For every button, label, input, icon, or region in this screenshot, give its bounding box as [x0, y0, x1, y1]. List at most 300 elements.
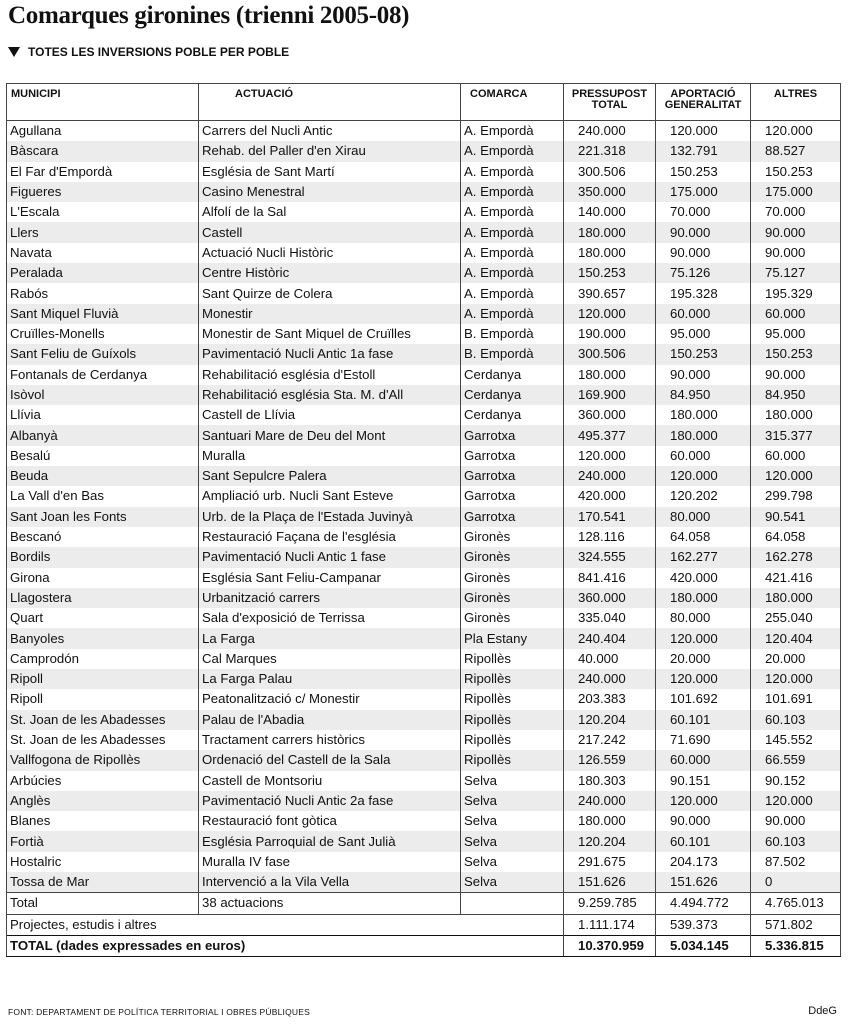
cell-actuacio: Castell de Montsoriu	[199, 771, 461, 791]
cell-altres: 255.040	[751, 608, 841, 628]
header-pressupost-line1: PRESSUPOST	[571, 88, 648, 100]
cell-comarca: Garrotxa	[461, 425, 564, 445]
cell-comarca: A. Empordà	[461, 263, 564, 283]
cell-altres: 66.559	[751, 750, 841, 770]
cell-pressupost: 240.000	[564, 669, 656, 689]
table-row	[7, 588, 841, 608]
cell-actuacio: Peatonalització c/ Monestir	[199, 689, 461, 709]
cell-comarca: A. Empordà	[461, 243, 564, 263]
cell-comarca: Selva	[461, 771, 564, 791]
projectes-pressupost: 1.111.174	[564, 914, 656, 935]
cell-municipi: Blanes	[7, 811, 199, 831]
cell-pressupost: 170.541	[564, 507, 656, 527]
cell-municipi: St. Joan de les Abadesses	[7, 710, 199, 730]
cell-municipi: Sant Miquel Fluvià	[7, 304, 199, 324]
cell-actuacio: Restauració Façana de l'església	[199, 527, 461, 547]
cell-comarca: Cerdanya	[461, 385, 564, 405]
cell-altres: 64.058	[751, 527, 841, 547]
cell-pressupost: 120.204	[564, 710, 656, 730]
cell-pressupost: 180.000	[564, 811, 656, 831]
header-aportacio-line1: APORTACIÓ	[670, 88, 736, 100]
cell-municipi: El Far d'Empordà	[7, 162, 199, 182]
table-row	[7, 365, 841, 385]
cell-comarca: A. Empordà	[461, 222, 564, 242]
table-row	[7, 608, 841, 628]
cell-aportacio: 90.151	[656, 771, 751, 791]
cell-altres: 90.000	[751, 243, 841, 263]
cell-pressupost: 495.377	[564, 425, 656, 445]
cell-aportacio: 195.328	[656, 283, 751, 303]
cell-comarca: Garrotxa	[461, 466, 564, 486]
subtitle	[8, 45, 289, 59]
cell-aportacio: 150.253	[656, 162, 751, 182]
projectes-altres: 571.802	[751, 914, 841, 935]
triangle-down-icon	[8, 47, 20, 57]
cell-municipi: Bordils	[7, 547, 199, 567]
cell-actuacio: Intervenció a la Vila Vella	[199, 872, 461, 893]
cell-pressupost: 291.675	[564, 852, 656, 872]
cell-altres: 299.798	[751, 486, 841, 506]
table-row	[7, 527, 841, 547]
grand-total-label: TOTAL (dades expressades en euros)	[7, 935, 564, 956]
cell-aportacio: 101.692	[656, 689, 751, 709]
cell-pressupost: 180.000	[564, 243, 656, 263]
cell-altres: 90.000	[751, 365, 841, 385]
cell-pressupost: 120.000	[564, 304, 656, 324]
total-pressupost: 9.259.785	[564, 893, 656, 914]
cell-aportacio: 204.173	[656, 852, 751, 872]
cell-actuacio: Pavimentació Nucli Antic 1a fase	[199, 344, 461, 364]
table-row	[7, 750, 841, 770]
header-municipi: MUNICIPI	[7, 84, 199, 121]
subtitle-text: TOTES LES INVERSIONS POBLE PER POBLE	[28, 45, 290, 59]
cell-altres: 70.000	[751, 202, 841, 222]
cell-pressupost: 180.000	[564, 222, 656, 242]
table-row	[7, 405, 841, 425]
cell-aportacio: 120.000	[656, 628, 751, 648]
cell-pressupost: 120.000	[564, 446, 656, 466]
cell-pressupost: 203.383	[564, 689, 656, 709]
cell-pressupost: 841.416	[564, 568, 656, 588]
cell-actuacio: Casino Menestral	[199, 182, 461, 202]
cell-comarca: Garrotxa	[461, 507, 564, 527]
cell-comarca: Ripollès	[461, 730, 564, 750]
cell-actuacio: Castell de Llívia	[199, 405, 461, 425]
cell-altres: 145.552	[751, 730, 841, 750]
cell-municipi: Arbúcies	[7, 771, 199, 791]
projectes-row	[7, 914, 841, 935]
cell-municipi: Llers	[7, 222, 199, 242]
cell-altres: 180.000	[751, 405, 841, 425]
cell-comarca: A. Empordà	[461, 202, 564, 222]
cell-pressupost: 350.000	[564, 182, 656, 202]
cell-aportacio: 20.000	[656, 649, 751, 669]
cell-pressupost: 128.116	[564, 527, 656, 547]
header-aportacio-line2: GENERALITAT	[664, 99, 742, 111]
table-row	[7, 649, 841, 669]
cell-municipi: L'Escala	[7, 202, 199, 222]
cell-altres: 175.000	[751, 182, 841, 202]
cell-aportacio: 75.126	[656, 263, 751, 283]
cell-pressupost: 190.000	[564, 324, 656, 344]
cell-altres: 90.541	[751, 507, 841, 527]
cell-municipi: Albanyà	[7, 425, 199, 445]
cell-pressupost: 390.657	[564, 283, 656, 303]
cell-pressupost: 151.626	[564, 872, 656, 893]
cell-actuacio: Palau de l'Abadia	[199, 710, 461, 730]
cell-actuacio: Ordenació del Castell de la Sala	[199, 750, 461, 770]
cell-municipi: St. Joan de les Abadesses	[7, 730, 199, 750]
cell-altres: 120.000	[751, 121, 841, 142]
table-row	[7, 243, 841, 263]
header-aportacio	[656, 84, 751, 121]
cell-actuacio: Urbanització carrers	[199, 588, 461, 608]
cell-comarca: Gironès	[461, 588, 564, 608]
cell-actuacio: Pavimentació Nucli Antic 2a fase	[199, 791, 461, 811]
cell-comarca: Ripollès	[461, 689, 564, 709]
table-row	[7, 466, 841, 486]
cell-pressupost: 240.000	[564, 466, 656, 486]
table-row	[7, 202, 841, 222]
cell-municipi: Beuda	[7, 466, 199, 486]
cell-aportacio: 180.000	[656, 588, 751, 608]
table-row	[7, 689, 841, 709]
cell-actuacio: Església Parroquial de Sant Julià	[199, 831, 461, 851]
table-row	[7, 547, 841, 567]
cell-pressupost: 240.404	[564, 628, 656, 648]
cell-aportacio: 90.000	[656, 222, 751, 242]
total-actuacio: 38 actuacions	[199, 893, 461, 914]
cell-actuacio: Actuació Nucli Històric	[199, 243, 461, 263]
grand-total-row	[7, 935, 841, 956]
cell-altres: 90.152	[751, 771, 841, 791]
table-row	[7, 568, 841, 588]
header-comarca: COMARCA	[461, 84, 564, 121]
table-row	[7, 507, 841, 527]
cell-comarca: Selva	[461, 872, 564, 893]
table-row	[7, 669, 841, 689]
cell-municipi: Ripoll	[7, 689, 199, 709]
cell-comarca: B. Empordà	[461, 344, 564, 364]
table-row	[7, 628, 841, 648]
cell-aportacio: 64.058	[656, 527, 751, 547]
cell-pressupost: 126.559	[564, 750, 656, 770]
cell-comarca: Ripollès	[461, 710, 564, 730]
cell-municipi: Anglès	[7, 791, 199, 811]
cell-comarca: Gironès	[461, 608, 564, 628]
cell-comarca: Garrotxa	[461, 486, 564, 506]
table-row	[7, 385, 841, 405]
cell-municipi: Llagostera	[7, 588, 199, 608]
cell-actuacio: Sant Quirze de Colera	[199, 283, 461, 303]
cell-aportacio: 150.253	[656, 344, 751, 364]
cell-aportacio: 70.000	[656, 202, 751, 222]
header-altres: ALTRES	[751, 84, 841, 121]
cell-altres: 75.127	[751, 263, 841, 283]
cell-pressupost: 240.000	[564, 791, 656, 811]
cell-actuacio: Carrers del Nucli Antic	[199, 121, 461, 142]
cell-actuacio: Sala d'exposició de Terrissa	[199, 608, 461, 628]
cell-altres: 421.416	[751, 568, 841, 588]
cell-pressupost: 300.506	[564, 162, 656, 182]
cell-actuacio: Santuari Mare de Deu del Mont	[199, 425, 461, 445]
cell-aportacio: 95.000	[656, 324, 751, 344]
cell-pressupost: 150.253	[564, 263, 656, 283]
cell-comarca: A. Empordà	[461, 283, 564, 303]
cell-comarca: A. Empordà	[461, 182, 564, 202]
cell-aportacio: 120.000	[656, 791, 751, 811]
cell-municipi: Ripoll	[7, 669, 199, 689]
projectes-aportacio: 539.373	[656, 914, 751, 935]
cell-actuacio: Cal Marques	[199, 649, 461, 669]
cell-aportacio: 60.101	[656, 710, 751, 730]
cell-municipi: Banyoles	[7, 628, 199, 648]
cell-altres: 84.950	[751, 385, 841, 405]
cell-aportacio: 120.202	[656, 486, 751, 506]
cell-aportacio: 60.101	[656, 831, 751, 851]
cell-aportacio: 80.000	[656, 608, 751, 628]
header-pressupost-line2: TOTAL	[591, 99, 628, 111]
cell-altres: 120.000	[751, 466, 841, 486]
cell-actuacio: Muralla	[199, 446, 461, 466]
cell-actuacio: Urb. de la Plaça de l'Estada Juvinyà	[199, 507, 461, 527]
table-row	[7, 141, 841, 161]
cell-aportacio: 60.000	[656, 304, 751, 324]
cell-pressupost: 335.040	[564, 608, 656, 628]
cell-actuacio: Ampliació urb. Nucli Sant Esteve	[199, 486, 461, 506]
cell-aportacio: 175.000	[656, 182, 751, 202]
cell-municipi: Peralada	[7, 263, 199, 283]
cell-actuacio: Muralla IV fase	[199, 852, 461, 872]
cell-comarca: Ripollès	[461, 669, 564, 689]
cell-altres: 315.377	[751, 425, 841, 445]
table-row	[7, 324, 841, 344]
cell-comarca: Cerdanya	[461, 405, 564, 425]
cell-pressupost: 240.000	[564, 121, 656, 142]
total-label: Total	[7, 893, 199, 914]
table-row	[7, 852, 841, 872]
cell-actuacio: Rehab. del Paller d'en Xirau	[199, 141, 461, 161]
cell-pressupost: 221.318	[564, 141, 656, 161]
cell-municipi: Sant Feliu de Guíxols	[7, 344, 199, 364]
cell-municipi: Fortià	[7, 831, 199, 851]
cell-actuacio: La Farga Palau	[199, 669, 461, 689]
total-row	[7, 893, 841, 914]
cell-comarca: B. Empordà	[461, 324, 564, 344]
cell-actuacio: Tractament carrers històrics	[199, 730, 461, 750]
cell-aportacio: 90.000	[656, 365, 751, 385]
page-title: Comarques gironines (trienni 2005-08)	[8, 2, 410, 29]
table-row	[7, 831, 841, 851]
cell-comarca: Ripollès	[461, 750, 564, 770]
table-row	[7, 182, 841, 202]
table-row	[7, 771, 841, 791]
table-row	[7, 121, 841, 142]
cell-comarca: Garrotxa	[461, 446, 564, 466]
cell-actuacio: Sant Sepulcre Palera	[199, 466, 461, 486]
cell-pressupost: 324.555	[564, 547, 656, 567]
cell-aportacio: 60.000	[656, 446, 751, 466]
cell-pressupost: 360.000	[564, 588, 656, 608]
cell-comarca: Selva	[461, 852, 564, 872]
cell-actuacio: Església de Sant Martí	[199, 162, 461, 182]
cell-altres: 150.253	[751, 344, 841, 364]
cell-comarca: Selva	[461, 811, 564, 831]
cell-aportacio: 180.000	[656, 425, 751, 445]
cell-altres: 90.000	[751, 222, 841, 242]
total-altres: 4.765.013	[751, 893, 841, 914]
cell-municipi: Vallfogona de Ripollès	[7, 750, 199, 770]
cell-pressupost: 217.242	[564, 730, 656, 750]
cell-aportacio: 120.000	[656, 669, 751, 689]
cell-municipi: Bescanó	[7, 527, 199, 547]
cell-pressupost: 420.000	[564, 486, 656, 506]
cell-altres: 0	[751, 872, 841, 893]
cell-altres: 162.278	[751, 547, 841, 567]
table-row	[7, 811, 841, 831]
cell-aportacio: 60.000	[656, 750, 751, 770]
cell-actuacio: Centre Històric	[199, 263, 461, 283]
table-row	[7, 425, 841, 445]
cell-comarca: A. Empordà	[461, 304, 564, 324]
cell-actuacio: Pavimentació Nucli Antic 1 fase	[199, 547, 461, 567]
table-body	[7, 121, 841, 893]
cell-pressupost: 180.303	[564, 771, 656, 791]
cell-pressupost: 169.900	[564, 385, 656, 405]
grand-total-aportacio: 5.034.145	[656, 935, 751, 956]
cell-actuacio: Monestir de Sant Miquel de Cruïlles	[199, 324, 461, 344]
cell-municipi: Girona	[7, 568, 199, 588]
cell-comarca: A. Empordà	[461, 121, 564, 142]
cell-aportacio: 71.690	[656, 730, 751, 750]
cell-actuacio: Rehabilitació església Sta. M. d'All	[199, 385, 461, 405]
projectes-label: Projectes, estudis i altres	[7, 914, 564, 935]
grand-total-altres: 5.336.815	[751, 935, 841, 956]
cell-municipi: Fontanals de Cerdanya	[7, 365, 199, 385]
cell-actuacio: Rehabilitació església d'Estoll	[199, 365, 461, 385]
credit: DdeG	[808, 1005, 837, 1017]
cell-aportacio: 162.277	[656, 547, 751, 567]
cell-municipi: Quart	[7, 608, 199, 628]
cell-altres: 120.000	[751, 669, 841, 689]
cell-comarca: A. Empordà	[461, 141, 564, 161]
cell-pressupost: 360.000	[564, 405, 656, 425]
cell-pressupost: 40.000	[564, 649, 656, 669]
cell-pressupost: 180.000	[564, 365, 656, 385]
cell-pressupost: 140.000	[564, 202, 656, 222]
table-row	[7, 304, 841, 324]
cell-aportacio: 132.791	[656, 141, 751, 161]
cell-altres: 120.000	[751, 791, 841, 811]
cell-aportacio: 90.000	[656, 811, 751, 831]
total-aportacio: 4.494.772	[656, 893, 751, 914]
cell-comarca: Cerdanya	[461, 365, 564, 385]
cell-actuacio: Monestir	[199, 304, 461, 324]
cell-altres: 60.000	[751, 446, 841, 466]
investments-table	[6, 83, 841, 957]
table-row	[7, 486, 841, 506]
cell-comarca: Gironès	[461, 568, 564, 588]
cell-altres: 101.691	[751, 689, 841, 709]
cell-municipi: Rabós	[7, 283, 199, 303]
cell-actuacio: La Farga	[199, 628, 461, 648]
cell-comarca: Ripollès	[461, 649, 564, 669]
cell-municipi: Tossa de Mar	[7, 872, 199, 893]
cell-altres: 20.000	[751, 649, 841, 669]
cell-altres: 120.404	[751, 628, 841, 648]
cell-pressupost: 120.204	[564, 831, 656, 851]
cell-municipi: Agullana	[7, 121, 199, 142]
cell-municipi: Hostalric	[7, 852, 199, 872]
total-comarca	[461, 893, 564, 914]
cell-municipi: Cruïlles-Monells	[7, 324, 199, 344]
table-row	[7, 344, 841, 364]
cell-altres: 60.000	[751, 304, 841, 324]
table-row	[7, 222, 841, 242]
cell-altres: 150.253	[751, 162, 841, 182]
table-row	[7, 730, 841, 750]
source-footer: FONT: DEPARTAMENT DE POLÍTICA TERRITORIAL I OBRES PÚBLIQUES	[8, 1007, 310, 1017]
cell-municipi: Isòvol	[7, 385, 199, 405]
table-row	[7, 162, 841, 182]
cell-municipi: Sant Joan les Fonts	[7, 507, 199, 527]
cell-aportacio: 151.626	[656, 872, 751, 893]
table-header-row	[7, 84, 841, 121]
cell-aportacio: 120.000	[656, 121, 751, 142]
cell-aportacio: 420.000	[656, 568, 751, 588]
cell-municipi: Besalú	[7, 446, 199, 466]
cell-altres: 60.103	[751, 710, 841, 730]
cell-pressupost: 300.506	[564, 344, 656, 364]
cell-comarca: Gironès	[461, 527, 564, 547]
table-row	[7, 446, 841, 466]
cell-comarca: Selva	[461, 791, 564, 811]
table-row	[7, 263, 841, 283]
cell-altres: 60.103	[751, 831, 841, 851]
cell-comarca: Pla Estany	[461, 628, 564, 648]
table-row	[7, 710, 841, 730]
cell-comarca: A. Empordà	[461, 162, 564, 182]
cell-actuacio: Alfolí de la Sal	[199, 202, 461, 222]
cell-aportacio: 80.000	[656, 507, 751, 527]
cell-altres: 90.000	[751, 811, 841, 831]
cell-aportacio: 84.950	[656, 385, 751, 405]
header-pressupost	[564, 84, 656, 121]
cell-actuacio: Església Sant Feliu-Campanar	[199, 568, 461, 588]
cell-altres: 195.329	[751, 283, 841, 303]
cell-municipi: Figueres	[7, 182, 199, 202]
cell-municipi: Bàscara	[7, 141, 199, 161]
cell-altres: 87.502	[751, 852, 841, 872]
header-actuacio: ACTUACIÓ	[199, 84, 461, 121]
cell-comarca: Selva	[461, 831, 564, 851]
table-row	[7, 872, 841, 893]
cell-altres: 180.000	[751, 588, 841, 608]
grand-total-pressupost: 10.370.959	[564, 935, 656, 956]
table-row	[7, 791, 841, 811]
cell-aportacio: 180.000	[656, 405, 751, 425]
cell-altres: 88.527	[751, 141, 841, 161]
cell-municipi: Navata	[7, 243, 199, 263]
table-row	[7, 283, 841, 303]
cell-municipi: Llívia	[7, 405, 199, 425]
cell-actuacio: Castell	[199, 222, 461, 242]
cell-municipi: Camprodón	[7, 649, 199, 669]
cell-altres: 95.000	[751, 324, 841, 344]
cell-municipi: La Vall d'en Bas	[7, 486, 199, 506]
cell-comarca: Gironès	[461, 547, 564, 567]
cell-aportacio: 120.000	[656, 466, 751, 486]
